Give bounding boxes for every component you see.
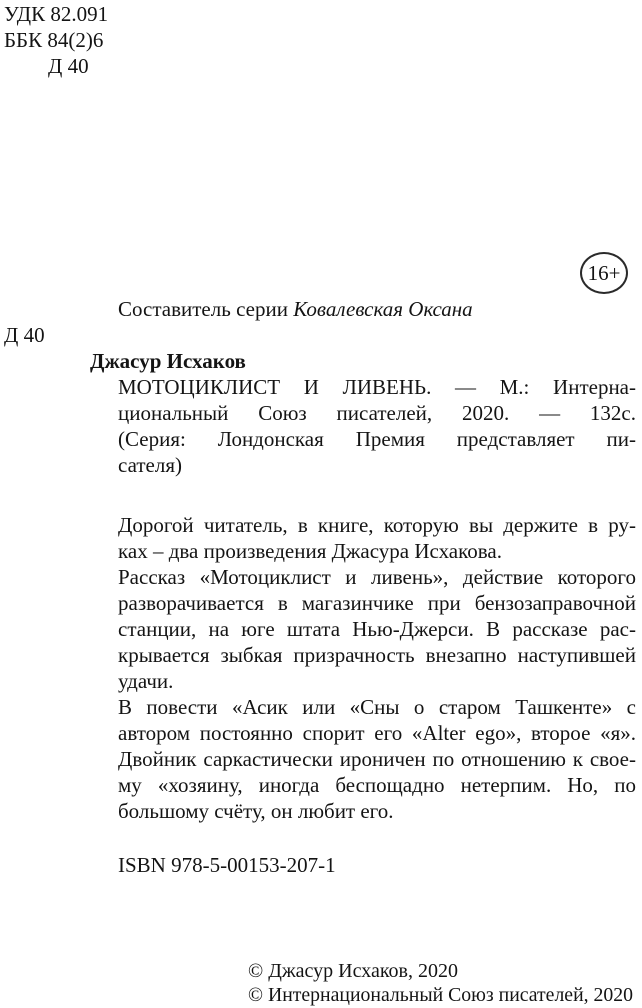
- series-compiler: [118, 296, 473, 322]
- series-compiler-label: Составитель серии: [118, 297, 294, 321]
- bib-author-name: Джасур Исхаков: [90, 349, 246, 373]
- annotation-line: удачи.: [118, 669, 174, 693]
- age-rating-label: 16+: [587, 260, 621, 285]
- annotation-line: Двойник саркастически ироничен по отношению к свое-: [118, 747, 636, 771]
- annotation-line: большому счёту, он любит его.: [118, 799, 394, 823]
- bib-line: циональный Союз писателей, 2020. — 132с.: [118, 401, 636, 425]
- bib-line: сателя): [118, 453, 182, 477]
- age-rating-badge: [580, 252, 628, 294]
- series-compiler-name: Ковалевская Оксана: [293, 297, 473, 321]
- annotation-line: крывается зыбкая призрачность внезапно наступившей: [118, 643, 636, 667]
- bib-author-mark: Д 40: [4, 323, 45, 347]
- annotation-line: автором постоянно спорит его «Alter ego», второе «я».: [118, 721, 636, 745]
- annotation-line: В повести «Асик или «Сны о старом Ташкенте» с: [118, 695, 636, 719]
- udk-code: УДК 82.091: [4, 2, 109, 26]
- annotation-line: ках – два произведения Джасура Исхакова.: [118, 539, 502, 563]
- annotation-line: Дорогой читатель, в книге, которую вы держите в ру-: [118, 513, 636, 537]
- bib-line: МОТОЦИКЛИСТ И ЛИВЕНЬ. — М.: Интерна-: [118, 375, 636, 399]
- annotation-line: Рассказ «Мотоциклист и ливень», действие которого: [118, 565, 636, 589]
- copyright-publisher: © Интернациональный Союз писателей, 2020: [248, 984, 634, 1006]
- author-mark-code: Д 40: [48, 54, 89, 78]
- annotation-line: му «хозяину, иногда беспощадно нетерпим. Но, по: [118, 773, 636, 797]
- annotation-line: станции, на юге штата Нью-Джерси. В рассказе рас-: [118, 617, 636, 641]
- bib-line: (Серия: Лондонская Премия представляет пи-: [118, 427, 636, 451]
- copyright-author: © Джасур Исхаков, 2020: [248, 960, 458, 982]
- bbk-code: ББК 84(2)6: [4, 28, 104, 52]
- isbn: ISBN 978-5-00153-207-1: [118, 853, 336, 877]
- annotation-line: разворачивается в магазинчике при бензозаправочной: [118, 591, 636, 615]
